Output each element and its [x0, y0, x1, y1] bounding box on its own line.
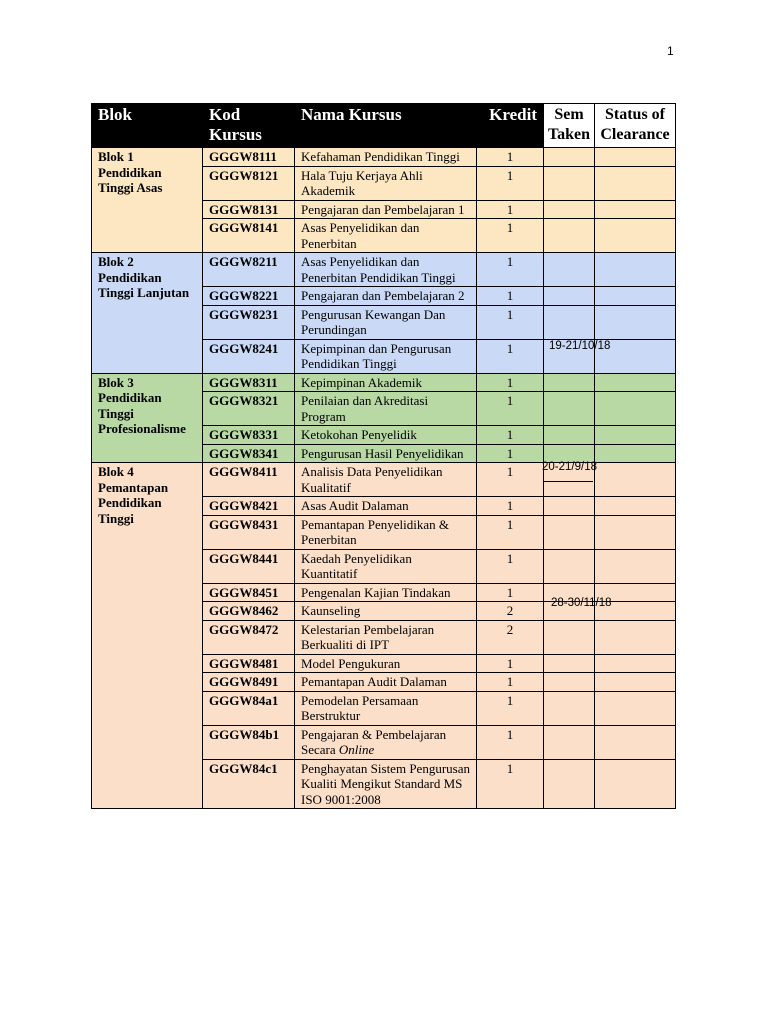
course-name [295, 583, 477, 602]
course-name-text: Ketokohan Penyelidik [301, 427, 417, 442]
table-row [92, 148, 676, 167]
sem-taken-cell [544, 497, 595, 516]
course-name-text: Asas Audit Dalaman [301, 498, 409, 513]
course-name-text: Pengajaran dan Pembelajaran 1 [301, 201, 465, 217]
course-credit: 1 [477, 673, 544, 692]
course-name [295, 426, 477, 445]
clearance-status-cell [595, 463, 676, 497]
course-credit: 1 [477, 725, 544, 759]
course-name [295, 620, 477, 654]
table-row [92, 373, 676, 392]
course-name-italic: Online [338, 742, 375, 757]
course-credit: 1 [477, 166, 544, 200]
sem-taken-cell [544, 392, 595, 426]
course-name [295, 463, 477, 497]
course-credit: 1 [477, 463, 544, 497]
clearance-status-cell [595, 654, 676, 673]
course-name [295, 148, 477, 167]
sem-taken-cell [544, 287, 595, 306]
course-name [295, 392, 477, 426]
course-credit: 1 [477, 373, 544, 392]
course-code: GGGW8231 [203, 305, 295, 339]
course-name [295, 654, 477, 673]
course-credit: 1 [477, 287, 544, 306]
course-name-text: Kepimpinan dan Pengurusan Pendidikan Tinggi [301, 340, 452, 371]
course-name-text: Pemantapan Penyelidikan & Penerbitan [301, 516, 450, 547]
course-credit: 1 [477, 515, 544, 549]
sem-date-blok4: 28-30/11/18 [551, 597, 612, 609]
clearance-status-cell [595, 444, 676, 463]
clearance-status-cell [595, 691, 676, 725]
sem-taken-cell [544, 515, 595, 549]
clearance-status-cell [595, 759, 676, 809]
sem-taken-cell [544, 620, 595, 654]
course-name-text: Pengajaran dan Pembelajaran 2 [301, 288, 465, 303]
course-code: GGGW8481 [203, 654, 295, 673]
clearance-status-cell [595, 287, 676, 306]
sem-taken-cell [544, 759, 595, 809]
course-name-text: Pemodelan Persamaan Berstruktur [301, 692, 419, 723]
course-name [295, 691, 477, 725]
sem-taken-cell [544, 373, 595, 392]
header-row [92, 104, 676, 148]
course-code: GGGW8421 [203, 497, 295, 516]
course-code: GGGW84b1 [203, 725, 295, 759]
course-name [295, 444, 477, 463]
clearance-status-cell [595, 497, 676, 516]
sem-taken-cell [544, 148, 595, 167]
course-name [295, 497, 477, 516]
header-nama: Nama Kursus [295, 104, 477, 148]
course-code: GGGW8241 [203, 339, 295, 373]
course-credit: 2 [477, 602, 544, 621]
course-name [295, 515, 477, 549]
blok-label: Blok 3 Pendidikan Tinggi Profesionalisme [92, 373, 203, 463]
course-code: GGGW8311 [203, 373, 295, 392]
sem-taken-cell [544, 305, 595, 339]
sem-taken-cell [544, 444, 595, 463]
course-code: GGGW8111 [203, 148, 295, 167]
course-code: GGGW8141 [203, 219, 295, 253]
page-number: 1 [667, 44, 674, 58]
course-credit: 1 [477, 654, 544, 673]
course-name [295, 373, 477, 392]
sem-taken-cell [544, 725, 595, 759]
course-name-text: Hala Tuju Kerjaya Ahli Akademik [301, 167, 423, 198]
course-name-text: Kelestarian Pembelajaran Berkualiti di IPT [301, 621, 435, 652]
course-credit: 1 [477, 549, 544, 583]
course-credit: 1 [477, 339, 544, 373]
course-code: GGGW8462 [203, 602, 295, 621]
clearance-status-cell [595, 305, 676, 339]
course-credit: 1 [477, 219, 544, 253]
course-name [295, 305, 477, 339]
course-name [295, 253, 477, 287]
clearance-status-cell [595, 515, 676, 549]
course-code: GGGW8321 [203, 392, 295, 426]
blok-label: Blok 2 Pendidikan Tinggi Lanjutan [92, 253, 203, 374]
course-name [295, 602, 477, 621]
course-credit: 1 [477, 305, 544, 339]
clearance-status-cell [595, 620, 676, 654]
course-credit: 1 [477, 497, 544, 516]
course-code: GGGW8441 [203, 549, 295, 583]
sem-date-blok2: 19-21/10/18 [549, 340, 611, 352]
blok-label: Blok 1 Pendidikan Tinggi Asas [92, 148, 203, 253]
clearance-status-cell [595, 392, 676, 426]
course-code: GGGW8131 [203, 200, 295, 219]
sem-taken-cell [544, 654, 595, 673]
course-name-text: Pengajaran & Pembelajaran Secara [301, 726, 447, 757]
course-credit: 1 [477, 200, 544, 219]
clearance-status-cell [595, 549, 676, 583]
clearance-status-cell [595, 219, 676, 253]
course-credit: 1 [477, 253, 544, 287]
course-name [295, 673, 477, 692]
sem-taken-cell [544, 549, 595, 583]
clearance-status-cell [595, 166, 676, 200]
clearance-status-cell [595, 373, 676, 392]
course-name-text: Pengurusan Hasil Penyelidikan [301, 445, 464, 461]
course-name-text: Penghayatan Sistem Pengurusan Kualiti Mengikut Standard MS ISO 9001:2008 [301, 760, 470, 807]
course-credit: 1 [477, 759, 544, 809]
course-code: GGGW8411 [203, 463, 295, 497]
course-code: GGGW8341 [203, 444, 295, 463]
course-code: GGGW8121 [203, 166, 295, 200]
course-code: GGGW8451 [203, 583, 295, 602]
header-blok: Blok [92, 104, 203, 148]
clearance-status-cell [595, 148, 676, 167]
clearance-status-cell [595, 673, 676, 692]
sem-taken-cell [544, 673, 595, 692]
course-credit: 1 [477, 583, 544, 602]
clearance-status-cell [595, 426, 676, 445]
sem-taken-cell [544, 200, 595, 219]
header-status: Status of Clearance [595, 104, 676, 148]
sem-taken-cell [544, 166, 595, 200]
course-name-text: Pengenalan Kajian Tindakan [301, 584, 451, 600]
course-name-text: Kaunseling [301, 603, 361, 618]
course-credit: 1 [477, 444, 544, 463]
sem-taken-cell [544, 219, 595, 253]
clearance-status-cell [595, 200, 676, 219]
table-row [92, 253, 676, 287]
course-name-text: Kefahaman Pendidikan Tinggi [301, 149, 460, 164]
course-body [92, 148, 676, 809]
course-credit: 1 [477, 426, 544, 445]
course-code: GGGW8211 [203, 253, 295, 287]
course-credit: 1 [477, 392, 544, 426]
course-credit: 2 [477, 620, 544, 654]
header-sem: Sem Taken [544, 104, 595, 148]
course-name [295, 759, 477, 809]
course-code: GGGW84a1 [203, 691, 295, 725]
course-name [295, 725, 477, 759]
course-code: GGGW8472 [203, 620, 295, 654]
course-name [295, 339, 477, 373]
sem-date-blok3: 20-21/9/18 [542, 461, 597, 473]
clearance-status-cell [595, 253, 676, 287]
course-name [295, 219, 477, 253]
course-name-text: Kepimpinan Akademik [301, 374, 422, 390]
course-name [295, 549, 477, 583]
blok-label: Blok 4 Pemantapan Pendidikan Tinggi [92, 463, 203, 809]
course-name-text: Pengurusan Kewangan Dan Perundingan [301, 306, 446, 337]
header-kredit: Kredit [477, 104, 544, 148]
course-name [295, 287, 477, 306]
course-code: GGGW8221 [203, 287, 295, 306]
sem-taken-cell [544, 426, 595, 445]
course-code: GGGW8431 [203, 515, 295, 549]
course-name [295, 166, 477, 200]
header-kod: Kod Kursus [203, 104, 295, 148]
course-name-text: Model Pengukuran [301, 655, 401, 671]
sem-date-blok3-underline [543, 481, 593, 482]
clearance-status-cell [595, 725, 676, 759]
course-code: GGGW84c1 [203, 759, 295, 809]
course-name-text: Asas Penyelidikan dan Penerbitan [301, 220, 420, 251]
course-name-text: Penilaian dan Akreditasi Program [301, 393, 429, 424]
course-name [295, 200, 477, 219]
course-credit: 1 [477, 691, 544, 725]
course-code: GGGW8331 [203, 426, 295, 445]
course-name-text: Analisis Data Penyelidikan Kualitatif [301, 464, 443, 495]
course-credit: 1 [477, 148, 544, 167]
sem-taken-cell [544, 253, 595, 287]
sem-taken-cell [544, 691, 595, 725]
course-name-text: Pemantapan Audit Dalaman [301, 674, 447, 689]
course-name-text: Asas Penyelidikan dan Penerbitan Pendidikan Tinggi [301, 254, 456, 285]
course-table [91, 103, 676, 809]
course-name-text: Kaedah Penyelidikan Kuantitatif [301, 550, 412, 581]
course-code: GGGW8491 [203, 673, 295, 692]
